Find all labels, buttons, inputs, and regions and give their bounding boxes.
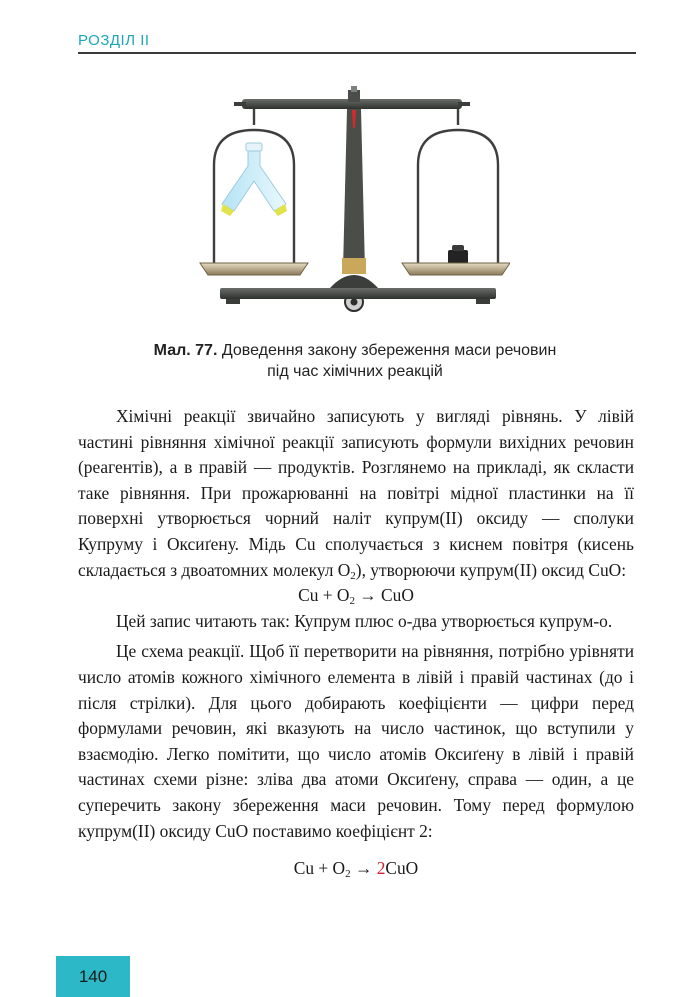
equation-scheme: [78, 583, 634, 609]
equation-left: Cu + O: [298, 585, 350, 606]
body-text: [78, 404, 634, 882]
balance-beam: [234, 86, 470, 109]
caption-text-1: Доведення закону збереження маси речовин: [221, 342, 557, 359]
section-label: РОЗДІЛ ІІ: [78, 32, 150, 49]
weight: [448, 245, 468, 264]
left-pan-hanger: [214, 109, 294, 264]
equation-right: CuO: [385, 858, 419, 879]
coefficient: 2: [376, 858, 386, 879]
caption-label: Мал. 77.: [153, 342, 218, 359]
paragraph-1-text: Хімічні реакції звичайно записують у вигляді рівнянь. У лівій частині рівняння хімічної реакції записують формули вихідних речовин (реагентів), а в правій — продуктів. Розглянемо на прикладі, як скласти таке рівняння. При прожарюванні на повітрі мідної пластинки на її поверхні утворюється чорний наліт купрум(ІІ) оксиду — сполуки Купруму і Оксиґену. Мідь Cu сполучається з киснем повітря (кисень складається з двоатомних молекул O: [78, 406, 634, 580]
equation-arrow: →: [350, 858, 377, 879]
header-rule: [78, 52, 636, 54]
page-number: 140: [56, 956, 130, 997]
right-pan-hanger: [418, 109, 498, 264]
subscript: 2: [350, 569, 356, 582]
paragraph-2: Цей запис читають так: Купрум плюс о-два утворюється купрум-о.: [116, 610, 613, 631]
balance-scale-illustration: [190, 80, 510, 330]
paragraph-1: [78, 404, 634, 583]
left-pan: [200, 263, 308, 275]
subscript: 2: [345, 868, 351, 881]
figure-caption: [110, 340, 600, 382]
right-pan: [402, 263, 510, 275]
paragraph-3: Це схема реакції. Щоб її перетворити на рівняння, потрібно урівняти число атомів кожного хімічного елемента в лівій і правій частинах (до і після стрілки). Для цього добирають коефіцієнти — цифри перед формулами речовин, які вказують на число частинок, що вступили у взаємодію. Легко помітити, що число атомів Оксиґену в лівій і правій частинах схеми різне: зліва два атоми Оксиґену, справа — один, а це суперечить закону збереження маси речовин. Тому перед формулою купрум(ІІ) оксиду CuO поставимо коефіцієнт 2:: [78, 641, 634, 841]
paragraph-1-text-end: ), утворюючи купрум(ІІ) оксид CuO:: [355, 559, 627, 580]
equation-right: → CuO: [354, 585, 414, 606]
balance-base: [220, 288, 496, 299]
caption-line-2: під час хімічних реакцій: [267, 363, 443, 380]
equation-balanced: [78, 856, 634, 882]
equation-left: Cu + O: [293, 858, 346, 879]
subscript: 2: [349, 595, 355, 608]
central-pillar: [330, 109, 378, 311]
caption-line-1: [110, 340, 600, 361]
y-test-tube: [221, 143, 287, 216]
